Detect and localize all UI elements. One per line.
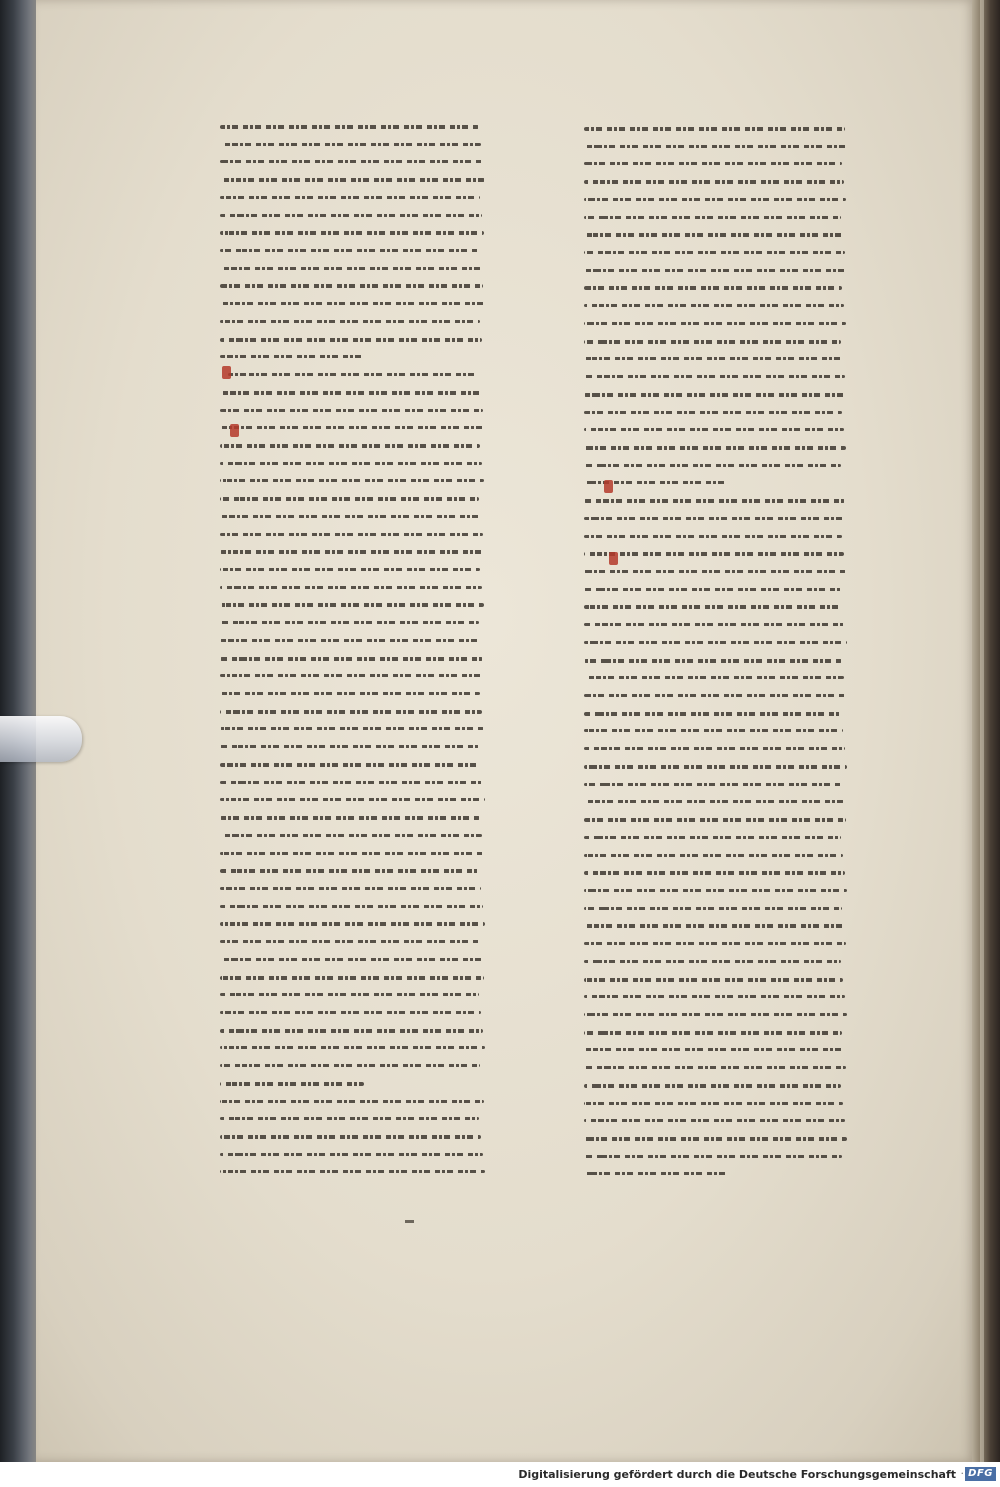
text-line xyxy=(584,446,846,450)
text-line xyxy=(584,1137,847,1141)
text-line xyxy=(220,302,485,305)
text-line xyxy=(220,993,479,996)
text-line xyxy=(584,517,847,520)
text-line xyxy=(584,1084,841,1088)
text-line xyxy=(584,198,846,201)
rubric-mark xyxy=(609,552,618,565)
text-line xyxy=(220,1100,484,1103)
text-line xyxy=(584,499,845,503)
text-line xyxy=(220,816,480,820)
text-line xyxy=(220,727,484,730)
text-line xyxy=(584,304,844,307)
text-line xyxy=(220,160,483,163)
text-line xyxy=(584,641,847,644)
text-column-right xyxy=(584,120,844,1183)
text-line xyxy=(584,393,847,397)
rubric-mark xyxy=(230,424,239,437)
text-line xyxy=(220,781,483,784)
text-line xyxy=(584,145,847,148)
text-line xyxy=(584,818,846,822)
text-line xyxy=(584,411,842,414)
text-line xyxy=(584,428,844,431)
text-line xyxy=(220,710,482,714)
funding-credit-text: Digitalisierung gefördert durch die Deutsche Forschungsgemeinschaft xyxy=(518,1468,956,1481)
text-line xyxy=(584,251,845,254)
text-line xyxy=(584,765,847,769)
text-line xyxy=(584,322,846,325)
text-line xyxy=(584,871,845,875)
text-line xyxy=(584,1048,844,1051)
text-line xyxy=(584,605,843,609)
text-line xyxy=(584,783,842,786)
text-line xyxy=(220,231,484,235)
text-line xyxy=(220,444,480,448)
viewer-footer xyxy=(0,1462,1000,1487)
text-line xyxy=(220,621,479,624)
text-line xyxy=(220,657,483,661)
text-line xyxy=(220,834,482,837)
text-line xyxy=(220,320,480,323)
rubric-mark xyxy=(222,366,231,379)
text-line xyxy=(584,216,841,219)
text-line xyxy=(220,674,485,677)
text-line xyxy=(584,375,845,378)
text-line xyxy=(584,340,841,344)
text-line xyxy=(220,462,482,465)
text-line xyxy=(220,1029,483,1033)
text-line xyxy=(220,905,483,908)
text-line xyxy=(220,976,484,980)
dfg-logo[interactable]: DFG xyxy=(965,1467,996,1481)
text-line xyxy=(584,1031,842,1035)
page-gutter-shadow xyxy=(972,0,1000,1462)
text-line xyxy=(584,464,841,467)
text-line xyxy=(584,233,843,237)
text-line xyxy=(220,869,479,873)
text-line xyxy=(220,1117,479,1120)
text-line xyxy=(220,763,481,767)
text-line xyxy=(584,942,846,945)
text-line xyxy=(584,1066,846,1069)
text-line xyxy=(584,623,845,626)
text-line xyxy=(220,409,483,412)
text-line xyxy=(220,178,485,182)
text-line xyxy=(220,1170,485,1173)
text-line xyxy=(220,958,482,961)
text-line xyxy=(220,568,480,571)
text-line xyxy=(584,659,842,663)
text-line xyxy=(220,887,481,890)
text-line xyxy=(220,603,484,607)
text-line xyxy=(584,729,843,732)
text-line xyxy=(584,889,847,892)
text-line xyxy=(584,1119,845,1122)
text-line xyxy=(584,694,846,697)
text-line xyxy=(584,1155,842,1158)
text-line xyxy=(584,747,845,750)
text-line xyxy=(584,269,847,272)
text-line xyxy=(220,745,479,748)
text-line xyxy=(220,338,482,342)
text-line xyxy=(584,286,842,290)
text-line xyxy=(220,533,483,536)
text-line xyxy=(584,1172,727,1175)
text-line xyxy=(584,127,845,131)
text-line xyxy=(584,588,841,591)
text-line xyxy=(220,1153,483,1156)
page-foot-mark xyxy=(405,1220,414,1223)
text-line xyxy=(584,357,843,360)
text-line xyxy=(220,798,485,801)
text-column-left xyxy=(220,118,482,1181)
rubric-mark xyxy=(604,480,613,493)
text-line xyxy=(584,836,841,839)
text-line xyxy=(220,692,480,695)
text-line xyxy=(220,479,484,482)
text-line xyxy=(584,570,846,573)
text-line xyxy=(220,1046,485,1049)
text-line xyxy=(584,180,844,184)
text-line xyxy=(220,355,366,358)
text-line xyxy=(584,1013,847,1016)
text-line xyxy=(584,162,842,165)
text-line xyxy=(220,515,481,518)
text-line xyxy=(220,1011,481,1014)
text-line xyxy=(220,1064,480,1067)
text-line xyxy=(584,676,844,679)
text-line xyxy=(220,497,479,501)
page-clip-marker xyxy=(0,716,82,762)
text-line xyxy=(584,854,843,857)
text-line xyxy=(220,940,480,943)
text-line xyxy=(584,924,844,928)
text-line xyxy=(220,196,480,199)
text-line xyxy=(220,1135,481,1139)
footer-separator: · xyxy=(960,1467,964,1480)
text-line xyxy=(584,535,842,538)
text-line xyxy=(220,284,483,288)
text-line xyxy=(584,907,842,910)
text-line xyxy=(220,550,485,554)
text-line xyxy=(220,1082,364,1086)
text-line xyxy=(220,249,479,252)
text-line xyxy=(584,712,841,716)
text-line xyxy=(220,143,481,146)
text-line xyxy=(220,214,482,217)
text-line xyxy=(220,639,481,642)
text-line xyxy=(220,125,479,129)
text-line xyxy=(220,391,481,395)
page-edge-band xyxy=(980,0,984,1462)
text-line xyxy=(220,852,484,855)
text-line xyxy=(584,978,843,982)
text-line xyxy=(228,373,479,376)
text-line xyxy=(220,922,485,926)
text-line xyxy=(220,267,481,270)
text-line xyxy=(584,800,844,803)
text-line xyxy=(220,426,485,429)
text-line xyxy=(584,1102,843,1105)
text-line xyxy=(584,995,845,998)
text-line xyxy=(584,552,844,556)
text-line xyxy=(220,586,482,589)
text-line xyxy=(584,960,841,963)
